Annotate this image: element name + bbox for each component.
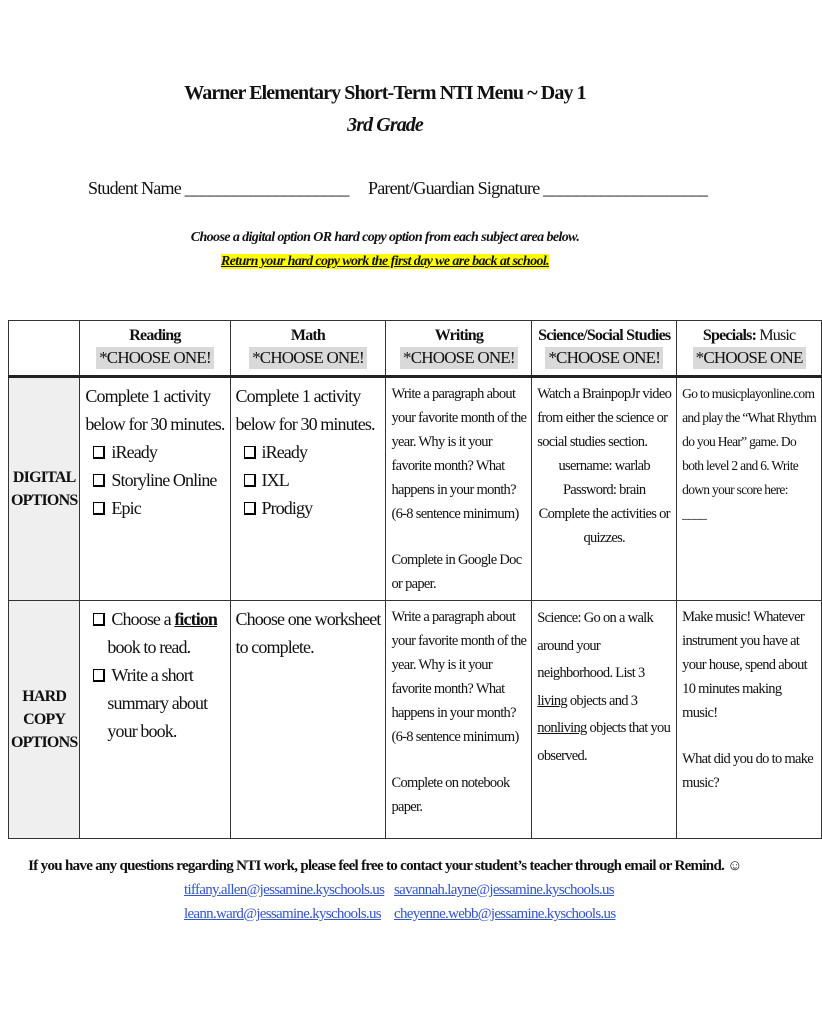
checklist-item[interactable] [236, 438, 381, 466]
text-line: Make music! Whatever [682, 609, 804, 625]
text-line: Science: Go on a walk [537, 610, 654, 626]
column-subtitle: Music [756, 327, 796, 344]
text-line: happens in your month? [391, 705, 516, 721]
text-line: below for 30 minutes. [85, 414, 225, 434]
text-line: year. Why is it your [391, 434, 492, 450]
text-line: to complete. [235, 637, 314, 657]
email-link[interactable]: tiffany.allen@jessamine.kyschools.us [184, 882, 385, 898]
text-line: What did you do to make [682, 751, 814, 767]
text-line: year. Why is it your [391, 657, 492, 673]
text-line: objects and 3 [566, 692, 638, 709]
hard-music [677, 601, 822, 839]
text-line: favorite month? What [391, 458, 505, 474]
item-label: Write a short [111, 665, 193, 685]
digital-writing [386, 377, 532, 601]
checkbox-icon[interactable] [244, 474, 256, 487]
text-line: objects that you [586, 720, 671, 736]
text-line: favorite month? What [391, 681, 505, 697]
text-line: and play the “What Rhythm [682, 410, 817, 425]
text-line: Complete 1 activity [235, 386, 361, 406]
label-line: HARD [22, 688, 67, 705]
text-line: Complete on notebook [391, 775, 510, 791]
text-line: (6-8 sentence minimum) [391, 729, 519, 745]
checkbox-icon[interactable] [93, 474, 105, 487]
item-label: Prodigy [261, 498, 313, 518]
text-line: (6-8 sentence minimum) [391, 506, 519, 522]
checkbox-icon[interactable] [93, 502, 105, 515]
page-title: Warner Elementary Short-Term NTI Menu ~ Day 1 [184, 82, 586, 104]
checklist-item[interactable] [85, 438, 224, 466]
text-line: your book. [107, 721, 177, 741]
item-label: IXL [261, 470, 289, 490]
text-line: down your score here: [682, 482, 788, 497]
header-row [9, 321, 822, 377]
smiley-icon: ☺ [727, 858, 742, 874]
choose-badge: *CHOOSE ONE! [249, 347, 367, 369]
text-line: music? [682, 775, 720, 791]
checklist-item[interactable] [85, 494, 224, 522]
spacer [682, 725, 816, 747]
text-line: happens in your month? [391, 482, 516, 498]
text-line: your favorite month of the [391, 633, 527, 649]
digital-science [532, 377, 677, 601]
hard-reading [80, 601, 230, 839]
column-title: Reading [129, 327, 181, 344]
digital-math [230, 377, 386, 601]
hard-writing [386, 601, 532, 839]
emphasis-word: fiction [174, 609, 218, 629]
text-line: Complete 1 activity [85, 386, 211, 406]
col-reading [80, 321, 230, 377]
col-math [230, 321, 386, 377]
text-line: quizzes. [583, 530, 625, 546]
grade-subtitle: 3rd Grade [347, 114, 423, 136]
text-line: Write a paragraph about [391, 386, 516, 402]
emphasis-word: nonliving [537, 720, 587, 736]
digital-music [677, 377, 822, 601]
email-link[interactable]: savannah.layne@jessamine.kyschools.us [394, 882, 614, 898]
column-title: Specials: [702, 327, 757, 344]
column-title: Writing [434, 327, 484, 344]
col-science [532, 321, 677, 377]
text-line: both level 2 and 6. Write [682, 458, 799, 473]
text-line: username: warlab [558, 458, 650, 474]
text-line: 10 minutes making [682, 681, 782, 697]
checkbox-icon[interactable] [93, 669, 105, 682]
checklist-item[interactable] [85, 466, 224, 494]
choose-badge: *CHOOSE ONE! [400, 347, 518, 369]
spacer [391, 749, 526, 771]
text-line: neighborhood. List 3 [537, 665, 645, 681]
digital-row [9, 377, 822, 601]
item-label: iReady [111, 442, 158, 462]
text-line: book to read. [107, 637, 191, 657]
checklist-item[interactable] [236, 494, 381, 522]
item-label: Choose a [111, 609, 175, 629]
text-line: ____ [682, 506, 707, 521]
hard-copy-label [9, 601, 80, 839]
label-line: DIGITAL [12, 469, 76, 486]
text-line: around your [537, 637, 601, 654]
text-line: social studies section. [537, 434, 648, 450]
checklist-item[interactable] [236, 466, 381, 494]
text-line: your house, spend about [682, 657, 807, 673]
col-specials [677, 321, 822, 377]
hard-copy-row [9, 601, 822, 839]
menu-table [8, 320, 822, 839]
corner-cell [9, 321, 80, 377]
text-line: your favorite month of the [391, 410, 527, 426]
signature-field: Parent/Guardian Signature ____________________ [368, 178, 708, 198]
label-line: OPTIONS [11, 734, 78, 751]
digital-label [9, 377, 80, 601]
text-line: Password: brain [562, 482, 646, 498]
checklist-item[interactable] [85, 661, 224, 689]
item-label: Storyline Online [111, 470, 217, 490]
text-line: paper. [391, 799, 423, 815]
text-line: music! [682, 705, 718, 721]
footer-text: If you have any questions regarding NTI work, please feel free to contact your student’s teacher through email or Remind. [28, 858, 725, 874]
column-title: Science/Social Studies [538, 327, 671, 344]
footer-note [0, 858, 770, 875]
text-line: summary about [107, 693, 208, 713]
hard-science [532, 601, 677, 839]
text-line: Complete the activities or [538, 506, 670, 522]
item-label: Epic [111, 498, 141, 518]
checkbox-icon[interactable] [244, 502, 256, 515]
column-title: Math [290, 327, 326, 344]
label-line: OPTIONS [11, 492, 78, 509]
hard-math [230, 601, 386, 839]
instruction: Choose a digital option OR hard copy option from each subject area below. [190, 230, 580, 245]
text-line: Watch a BrainpopJr video [537, 386, 672, 402]
email-link[interactable]: cheyenne.webb@jessamine.kyschools.us [394, 906, 616, 922]
email-link[interactable]: leann.ward@jessamine.kyschools.us [184, 906, 381, 922]
text-line: Complete in Google Doc [391, 552, 522, 568]
text-line: below for 30 minutes. [235, 414, 375, 434]
text-line: or paper. [391, 576, 436, 592]
checkbox-icon[interactable] [244, 446, 256, 459]
text-line: do you Hear” game. Do [682, 434, 797, 449]
choose-badge: *CHOOSE ONE! [96, 347, 214, 369]
return-note: Return your hard copy work the first day we are back at school. [220, 254, 550, 269]
digital-reading [80, 377, 230, 601]
item-label: iReady [261, 442, 308, 462]
text-line: observed. [537, 747, 587, 764]
text-line: instrument you have at [682, 633, 800, 649]
text-line: Go to musicplayonline.com [682, 386, 815, 401]
checkbox-icon[interactable] [93, 613, 105, 626]
text-line: Write a paragraph about [391, 609, 516, 625]
checkbox-icon[interactable] [93, 446, 105, 459]
choose-badge: *CHOOSE ONE! [545, 347, 663, 369]
choose-badge: *CHOOSE ONE [693, 347, 806, 369]
label-line: COPY [23, 711, 66, 728]
text-line: from either the science or [537, 410, 668, 426]
spacer [391, 526, 526, 548]
col-writing [386, 321, 532, 377]
emphasis-word: living [537, 692, 567, 709]
student-name-field: Student Name ____________________ [88, 178, 349, 198]
text-line: Choose one worksheet [235, 609, 381, 629]
checklist-item[interactable] [85, 605, 224, 633]
